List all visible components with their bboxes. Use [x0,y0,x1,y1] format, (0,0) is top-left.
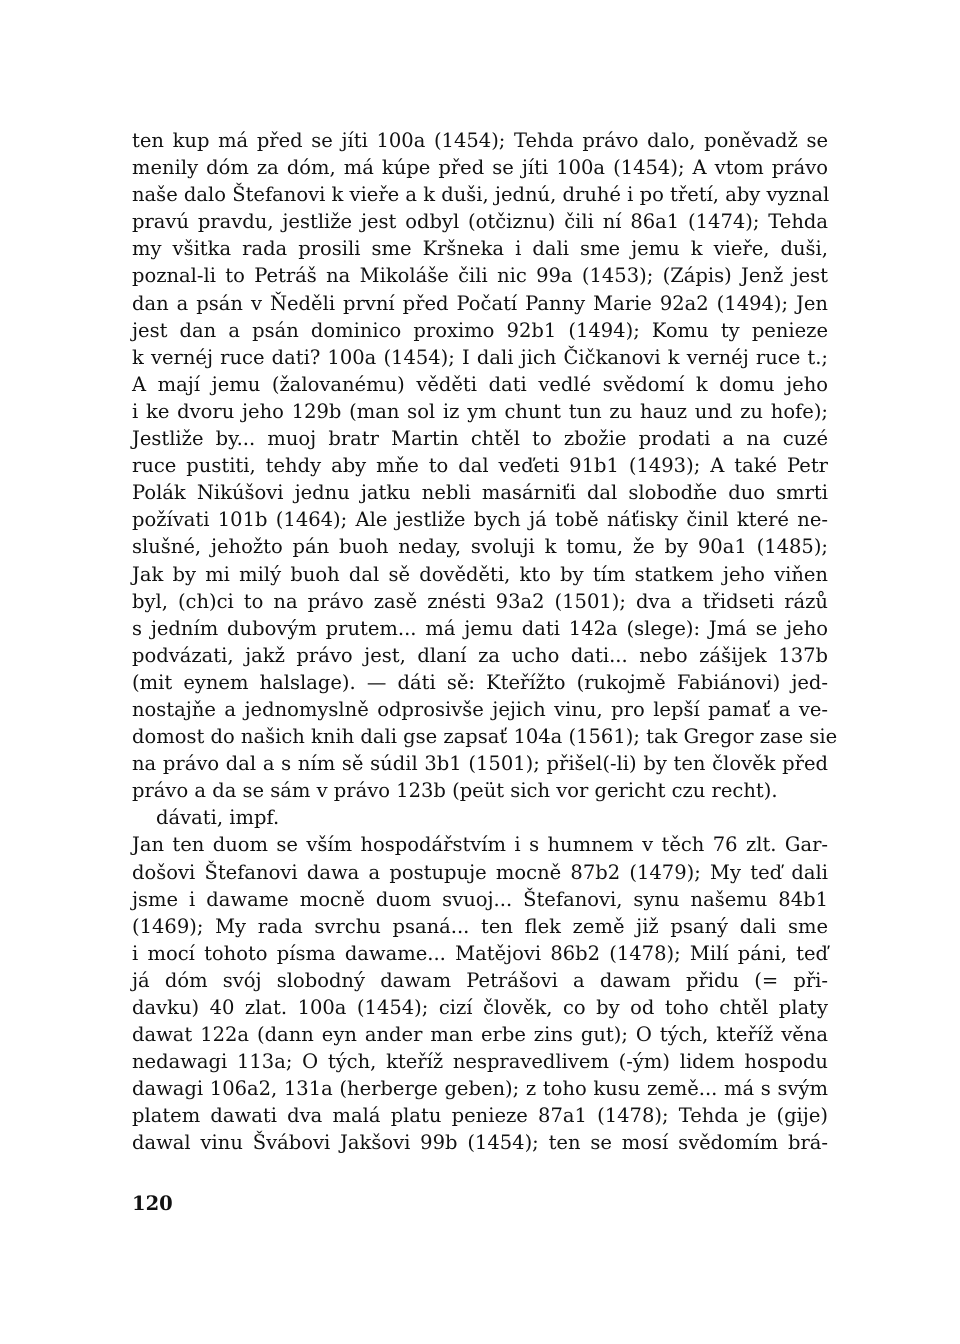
dictionary-text [132,127,838,1157]
text-line: došovi Štefanovi dawa a postupuje mocně 87b2 (1479); My teď dali [132,860,828,884]
text-line: dawat 122a (dann eyn ander man erbe zins gut); O tých, kteříž věna [132,1023,828,1047]
text-line: ruce pustiti, tehdy aby mňe to dal veďeti 91b1 (1493); A také Petr [132,454,828,478]
text-line: jest dan a psán dominico proximo 92b1 (1494); Komu ty penieze [132,318,828,342]
text-line: k vernéj ruce dati? 100a (1454); I dali jich Čičkanovi k vernéj ruce t.; [132,345,828,369]
entry-headword: dávati, impf. [156,806,280,830]
text-line: Jak by mi milý buoh dal sě dověděti, kto by tím statkem jeho viňen [132,562,828,586]
text-line: (mit eynem halslage). — dáti sě: Kteřížto (rukojmě Fabiánovi) jed- [132,670,828,694]
text-line: pravú pravdu, jestliže jest odbyl (otčiznu) čili ní 86a1 (1474); Tehda [132,210,828,234]
text-line: dawal vinu Švábovi Jakšovi 99b (1454); ten se mosí svědomím brá- [132,1131,828,1155]
text-line: požívati 101b (1464); Ale jestliže bych já tobě náťisky činil které ne- [132,508,828,532]
text-line: Jan ten duom se vším hospodářstvím i s humnem v těch 76 zlt. Gar- [132,833,828,857]
text-line: dan a psán v Ňeděli první před Počatí Panny Marie 92a2 (1494); Jen [132,291,828,315]
text-line: Polák Nikúšovi jednu jatku nebli masárniťi dal slobodňe duo smrti [132,481,828,505]
text-line: ten kup má před se jíti 100a (1454); Tehda právo dalo, poněvadž se [132,129,828,152]
text-line: byl, (ch)ci to na právo zasě znésti 93a2 (1501); dva a třidseti rázů [132,589,828,613]
page-number: 120 [132,1192,173,1215]
text-line: poznal-li to Petráš na Mikoláše čili nic 99a (1453); (Zápis) Jenž jest [132,264,828,288]
text-line: domost do našich knih dali gse zapsať 104a (1561); tak Gregor zase sie [132,725,838,749]
text-line: A mají jemu (žalovanému) věděti dati vedlé svědomí k domu jeho [132,372,828,396]
text-line: právo a da se sám v právo 123b (peüt sich vor gericht czu recht). [132,779,778,803]
text-line: my všitka rada prosili sme Kršneka i dali sme jemu k vieře, duši, [132,237,828,261]
text-line: menily dóm za dóm, má kúpe před se jíti 100a (1454); A vtom právo [132,156,828,180]
text-line: platem dawati dva malá platu penieze 87a1 (1478); Tehda je (gije) [132,1104,828,1128]
text-line: naše dalo Štefanovi k vieře a k duši, jednú, druhé i po třetí, aby vyznal [132,183,830,207]
text-line: já dóm svój slobodný dawam Petrášovi a dawam přidu (= při- [132,968,828,992]
text-line: i mocí tohoto písma dawame... Matějovi 86b2 (1478); Milí páni, teď [132,941,828,965]
text-line: s jedním dubovým prutem... má jemu dati 142a (slege): Jmá se jeho [132,616,828,640]
text-line: (1469); My rada svrchu psaná... ten flek země již psaný dali sme [132,914,828,938]
text-line: i ke dvoru jeho 129b (man sol iz ym chunt tun zu hauz und zu hofe); [132,399,828,423]
text-line: nostajňe a jednomyslně odprosivše jejich vinu, pro lepší pamať a ve- [132,697,828,721]
text-line: na právo dal a s ním sě súdil 3b1 (1501); přišel(-li) by ten člověk před [132,752,828,776]
text-line: jsme i dawame mocně duom svuoj... Štefanovi, synu našemu 84b1 [132,887,828,911]
text-line: nedawagi 113a; O tých, kteříž nespravedlivem (-ým) lidem hospodu [132,1050,828,1074]
text-line: dawagi 106a2, 131a (herberge geben); z toho kusu země... má s svým [132,1077,828,1101]
text-line: podvázati, jakž právo jest, dlaní za ucho dati... nebo zášijek 137b [132,643,828,667]
text-line: slušné, jehožto pán buoh neday, svoluji k tomu, že by 90a1 (1485); [132,535,828,559]
text-line: Jestliže by... muoj bratr Martin chtěl to zbožie prodati a na cuzé [132,427,828,451]
text-line: davku) 40 zlat. 100a (1454); cizí člověk, co by od toho chtěl platy [132,996,828,1019]
